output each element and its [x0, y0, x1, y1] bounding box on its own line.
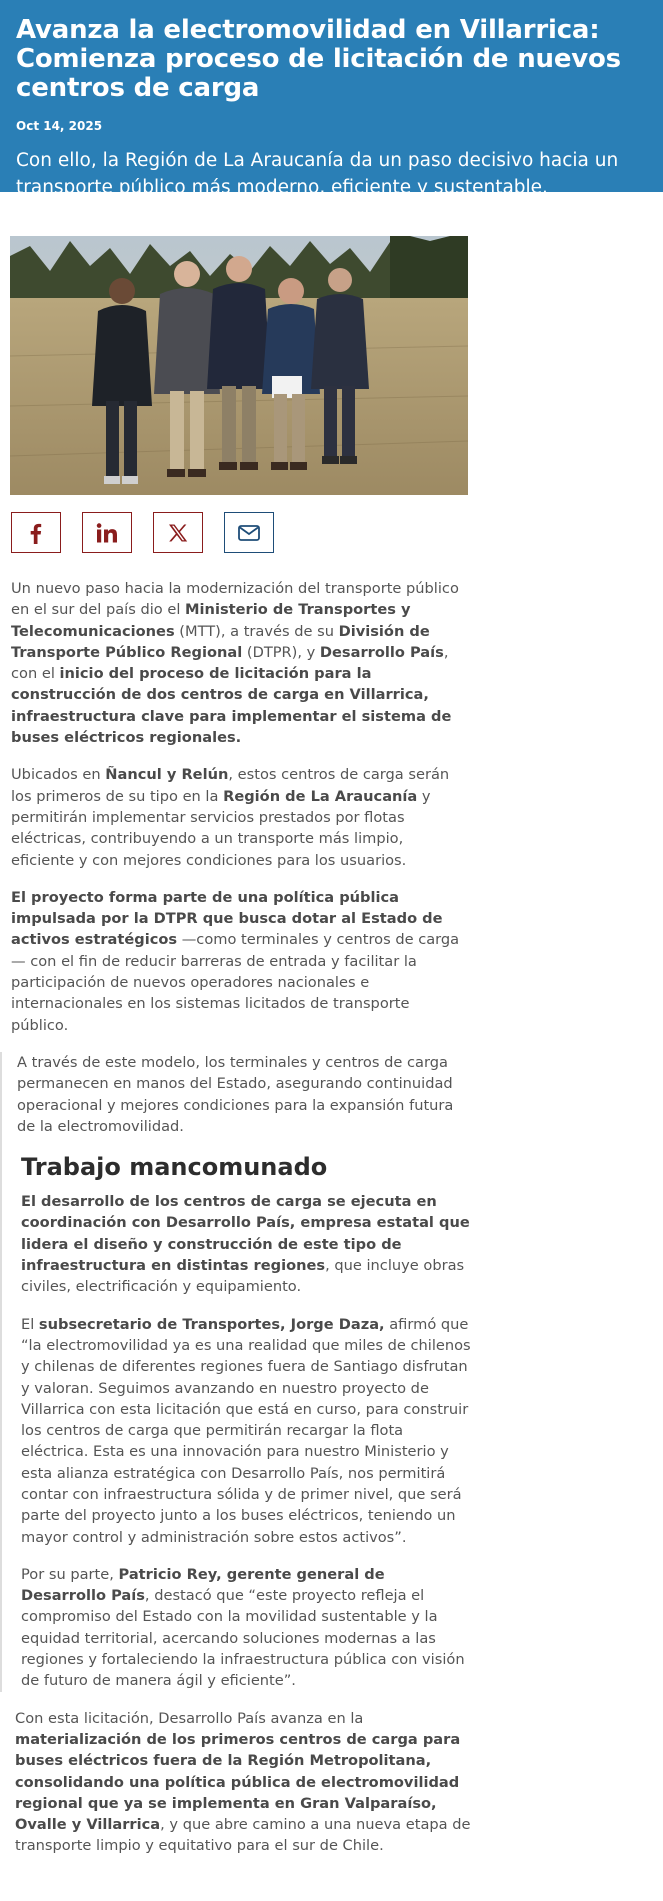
mail-icon [238, 525, 260, 541]
bold-span: El desarrollo de los centros de carga se ejecuta en coordinación con Desarrollo País, empresa estatal que lidera el diseño y construcción de este tipo de infraestructura en distintas regiones [21, 1193, 470, 1275]
paragraph-closing [11, 1708, 471, 1857]
linkedin-icon [96, 523, 118, 543]
text-span: , con el [11, 643, 449, 683]
article-lead [16, 147, 647, 201]
paragraph-rey-quote [17, 1564, 471, 1692]
publish-date: Oct 14, 2025 [16, 119, 103, 133]
section-heading: Trabajo mancomunado [21, 1153, 328, 1182]
bold-span: Ministerio de Transportes y Telecomunicaciones [11, 601, 411, 640]
text-span: —como terminales y centros de carga— con el fin de reducir barreras de entrada y facilitar la participación de nuevos operadores nacionales e internacionales en los sistemas licitados de transporte público. [11, 931, 460, 1034]
paragraph-intro [11, 578, 471, 748]
text-span: (DTPR), y [242, 643, 320, 661]
bold-span: Desarrollo País [319, 643, 444, 661]
text-span: Por su parte, [21, 1565, 119, 1583]
paragraph-location [11, 764, 471, 870]
article-quote-block [0, 1052, 471, 1692]
text-span: El [21, 1315, 39, 1333]
text-span: , que incluye obras civiles, electrificación y equipamiento. [21, 1257, 465, 1296]
share-email-button[interactable] [224, 512, 274, 553]
bold-span: El proyecto forma parte de una política pública impulsada por la DTPR que busca dotar al Estado de activos estratégicos [11, 888, 443, 949]
group-photo-image [10, 236, 468, 495]
bold-span: Ñancul y Relún [105, 766, 229, 784]
lead-line-2: transporte público más moderno, eficiente y sustentable. [16, 177, 548, 198]
paragraph-model: A través de este modelo, los terminales y centros de carga permanecen en manos del Estado, asegurando continuidad operacional y mejores condiciones para la expansión futura de la electromovilidad. [17, 1053, 454, 1135]
article-photo [10, 236, 468, 495]
bold-span: División de Transporte Público Regional [11, 622, 430, 661]
text-span: afirmó que “la electromovilidad ya es una realidad que miles de chilenos y chilenas de diferentes regiones fuera de Santiago disfrutan y valoran. Seguimos avanzando en nuestro proyecto de Villarrica con esta licitación que está en curso, para construir los centros de carga que permitirán recargar la flota eléctrica. Esta es una innovación para nuestro Ministerio y esta alianza estratégica con Desarrollo País, nos permitirá contar con infraestructura sólida y de primer nivel, que será parte del proyecto junto a los buses eléctricos, teniendo un mayor control y administración sobre estos activos”. [21, 1315, 471, 1546]
page-title: Avanza la electromovilidad en Villarrica: Comienza proceso de licitación de nuevos centros de carga [16, 15, 621, 103]
bold-span: subsecretario de Transportes, Jorge Daza, [38, 1315, 385, 1333]
paragraph-daza-quote [17, 1314, 471, 1548]
facebook-icon [26, 522, 46, 544]
text-span: , estos centros de carga serán los primeros de su tipo en la [11, 766, 450, 805]
lead-line-1: Con ello, la Región de La Araucanía da un paso decisivo hacia un [16, 150, 619, 171]
bold-span: Región de La Araucanía [223, 787, 418, 805]
article-body [11, 578, 471, 1873]
share-linkedin-button[interactable] [82, 512, 132, 553]
x-icon [168, 524, 188, 542]
bold-span: materialización de los primeros centros de carga para buses eléctricos fuera de la Región Metropolitana, consolidando una política pública de electromovilidad regional que ya se implementa en Gran Valparaíso, Ovalle y Villarrica [15, 1730, 461, 1834]
text-span: Ubicados en [11, 766, 106, 784]
text-span: y permitirán implementar servicios prestados por flotas eléctricas, contribuyendo a un transporte más limpio, eficiente y con mejores condiciones para los usuarios. [11, 787, 431, 869]
share-x-button[interactable] [153, 512, 203, 553]
paragraph-policy [11, 887, 471, 1036]
text-span: , destacó que “este proyecto refleja el compromiso del Estado con la movilidad sustentable y la equidad territorial, acercando soluciones modernas a las regiones y fortaleciendo la infraestructura pública con visión de futuro de manera ágil y eficiente”. [21, 1587, 465, 1690]
bold-span: Patricio Rey, gerente general de Desarrollo País [21, 1565, 385, 1605]
text-span: , y que abre camino a una nueva etapa de transporte limpio y equitativo para el sur de Chile. [15, 1816, 471, 1855]
paragraph-coordination [17, 1191, 471, 1297]
bold-span: inicio del proceso de licitación para la construcción de dos centros de carga en Villarrica, infraestructura clave para implementar el sistema de buses eléctricos regionales. [11, 665, 452, 747]
text-span: (MTT), a través de su [174, 622, 339, 640]
text-span: Con esta licitación, Desarrollo País avanza en la [15, 1709, 364, 1727]
article-header [0, 0, 663, 198]
text-span: Un nuevo paso hacia la modernización del transporte público en el sur del país dio el [11, 580, 459, 619]
share-buttons [11, 512, 274, 553]
share-facebook-button[interactable] [11, 512, 61, 553]
